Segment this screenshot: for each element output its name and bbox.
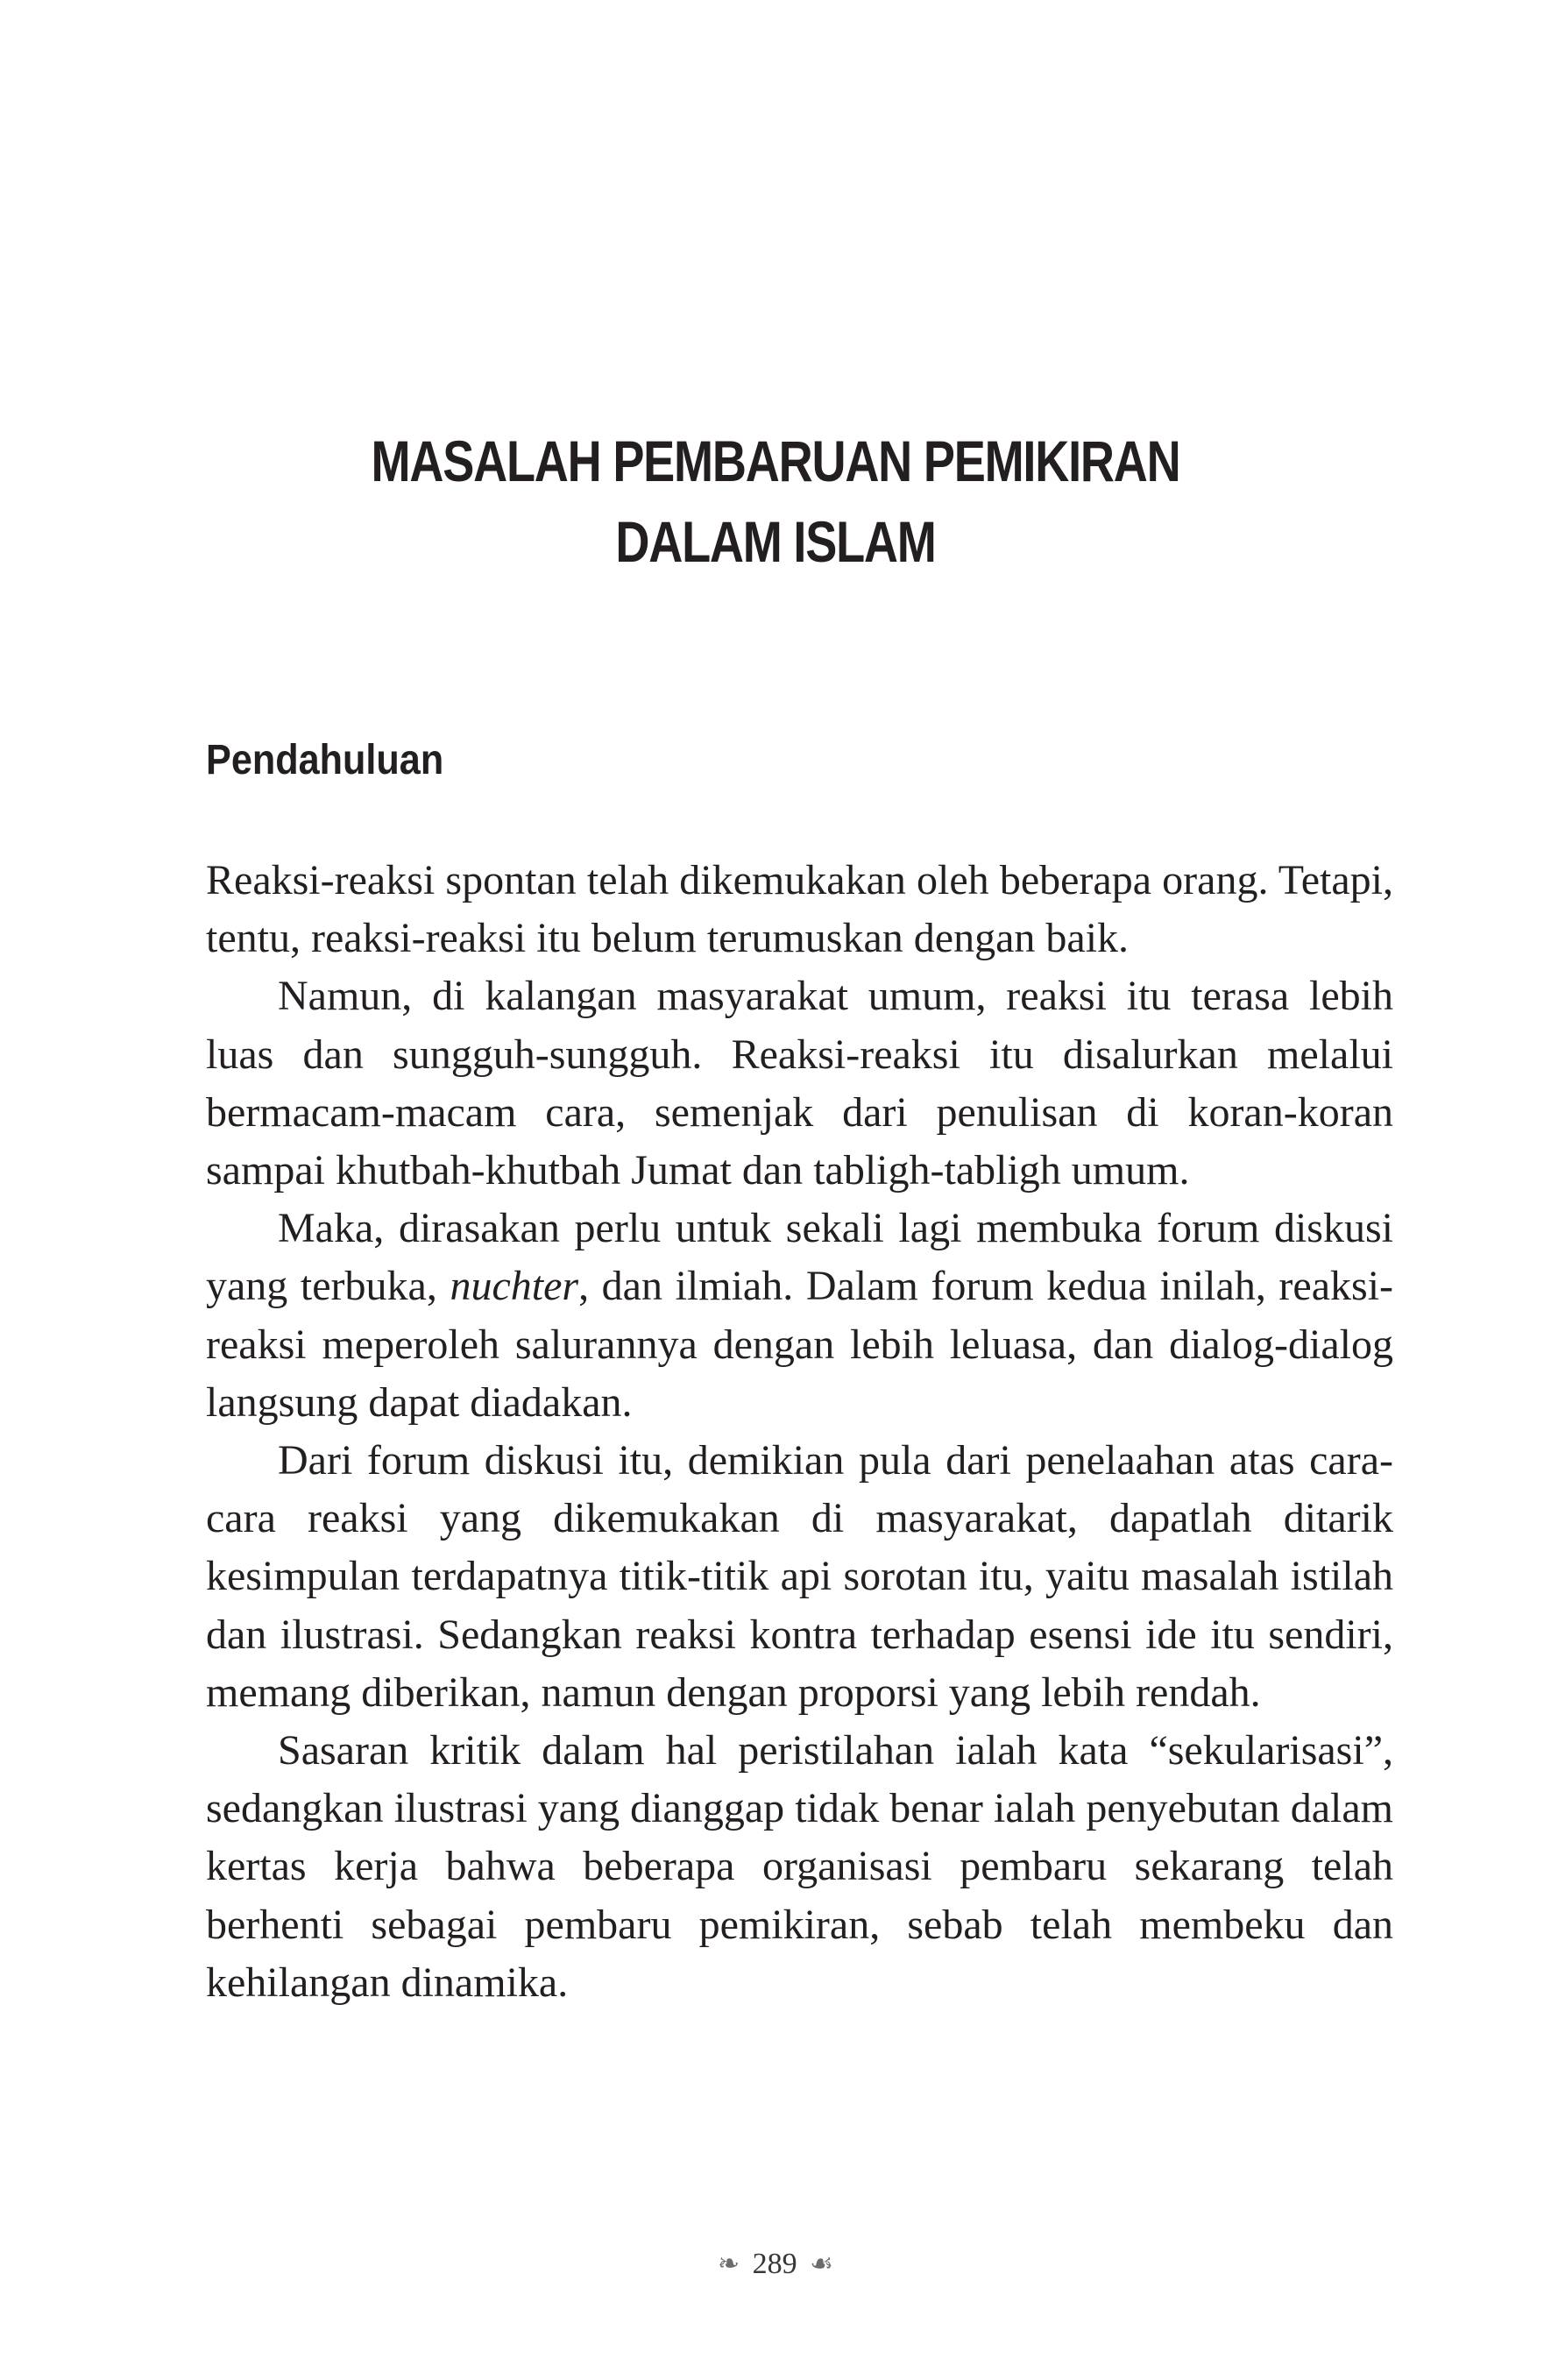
italic-term: nuchter <box>450 1263 579 1310</box>
paragraph-3 <box>206 1200 1393 1432</box>
ornament-left-icon: ❧ <box>717 2249 740 2278</box>
chapter-title-line-2: DALAM ISLAM <box>615 509 936 574</box>
paragraph-4: Dari forum diskusi itu, demikian pula dari penelaahan atas cara-cara reaksi yang dikemukakan di masyarakat, dapatlah ditarik kesimpulan terdapatnya titik-titik api sorotan itu, yaitu masalah istilah dan ilustrasi. Sedangkan reaksi kontra terhadap esensi ide itu sendiri, memang diberikan, namun dengan proporsi yang lebih rendah. <box>206 1437 1393 1716</box>
paragraph-5: Sasaran kritik dalam hal peristilahan ialah kata “sekularisasi”, sedangkan ilustrasi yang dianggap tidak benar ialah penyebutan dalam kertas kerja bahwa beberapa organisasi pembaru sekarang telah berhenti sebagai pembaru pemikiran, sebab telah membeku dan kehilangan dinamika. <box>206 1727 1393 2006</box>
body-text <box>206 852 1393 2012</box>
paragraph-3-text-a: Maka, dirasakan perlu untuk sekali lagi membuka forum diskusi yang terbuka, <box>206 1205 1393 1310</box>
ornament-right-icon: ☙ <box>810 2249 834 2278</box>
chapter-title <box>139 421 1411 582</box>
section-heading: Pendahuluan <box>206 737 444 783</box>
page-footer <box>0 2247 1551 2282</box>
paragraph-1: Reaksi-reaksi spontan telah dikemukakan oleh beberapa orang. Tetapi, tentu, reaksi-reaksi itu belum terumuskan dengan baik. <box>206 857 1393 962</box>
chapter-title-line-1: MASALAH PEMBARUAN PEMIKIRAN <box>371 429 1180 493</box>
paragraph-3-text-b: , dan ilmiah. Dalam forum kedua inilah, reaksi-reaksi meperoleh salurannya dengan lebih leluasa, dan dialog-dialog langsung dapat diadakan. <box>206 1263 1394 1426</box>
page-number: 289 <box>752 2248 797 2280</box>
paragraph-2: Namun, di kalangan masyarakat umum, reaksi itu terasa lebih luas dan sungguh-sungguh. Reaksi-reaksi itu disalurkan melalui bermacam-macam cara, semenjak dari penulisan di koran-koran sampai khutbah-khutbah Jumat dan tabligh-tabligh umum. <box>206 973 1393 1194</box>
